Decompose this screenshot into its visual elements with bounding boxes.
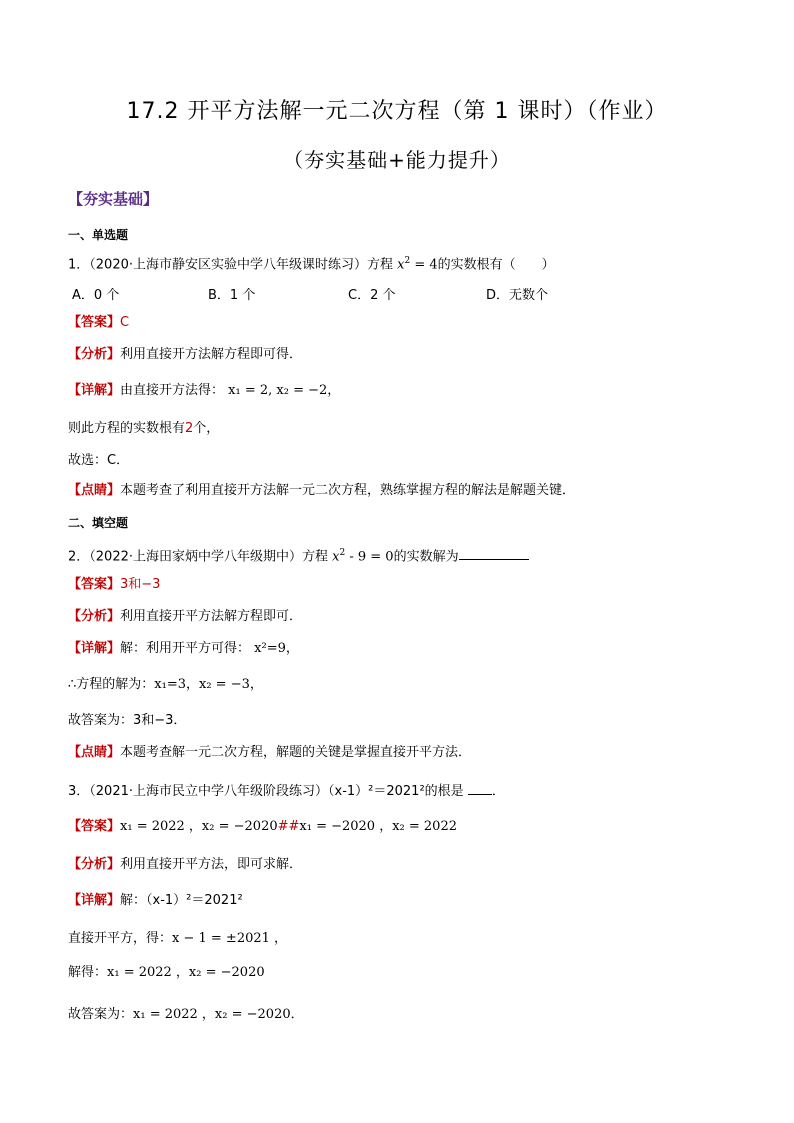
q3-number: 3． bbox=[68, 784, 90, 799]
q1-comment-tag: 【点睛】 bbox=[68, 483, 121, 498]
q2-answer-value: 3和−3 bbox=[120, 577, 161, 592]
q2-stem-text-b: 的实数解为 bbox=[393, 549, 459, 565]
q3-answer-tag: 【答案】 bbox=[68, 819, 121, 834]
q2-analysis bbox=[68, 608, 302, 626]
q2-comment bbox=[68, 744, 471, 762]
q2-line2-end: ， bbox=[249, 677, 263, 692]
q2-number: 2． bbox=[68, 549, 90, 565]
q2-detail-text: 解：利用开平方可得： bbox=[120, 641, 251, 656]
q1-stem-text-b: 的实数根有（ ） bbox=[437, 257, 555, 273]
q3-answer-a: x₁ = 2022 ，x₂ = −2020 bbox=[120, 819, 278, 834]
q3-detail bbox=[68, 892, 243, 910]
page-subtitle: （夯实基础+能力提升） bbox=[283, 148, 511, 172]
q1-detail-text: 由直接开方法得： bbox=[120, 383, 225, 398]
q3-stem-text-b: ． bbox=[491, 784, 505, 799]
q1-detail-tag: 【详解】 bbox=[68, 383, 121, 398]
q1-equation-var: x bbox=[397, 257, 405, 273]
q2-answer-tag: 【答案】 bbox=[68, 577, 121, 592]
q2-stem bbox=[68, 544, 529, 566]
page-title: 17.2 开平方法解一元二次方程（第 1 课时）（作业） bbox=[126, 99, 668, 124]
q1-line2-a: 则此方程的实数根有 bbox=[68, 421, 186, 436]
q3-analysis-tag: 【分析】 bbox=[68, 857, 121, 872]
q3-detail-text: 解：（x-1）²＝2021² bbox=[120, 893, 243, 908]
q3-answer bbox=[68, 818, 457, 836]
part2-heading: 二、填空题 bbox=[68, 516, 129, 530]
q1-analysis-tag: 【分析】 bbox=[68, 347, 121, 362]
q3-line2-a: 直接开平方，得： bbox=[68, 931, 173, 946]
q1-number: 1． bbox=[68, 257, 90, 273]
q1-option-c: C．2 个 bbox=[348, 288, 396, 303]
q3-line2-math: x − 1 = ±2021 bbox=[172, 931, 270, 946]
q1-option-b: B．1 个 bbox=[208, 288, 256, 303]
q2-detail-math: x²=9 bbox=[254, 641, 286, 656]
q1-line2-b: 个， bbox=[193, 421, 220, 436]
q3-answer-separator: ## bbox=[277, 819, 300, 834]
q2-analysis-tag: 【分析】 bbox=[68, 609, 121, 624]
q2-comment-text: 本题考查解一元二次方程，解题的关键是掌握直接开平方法． bbox=[120, 745, 472, 760]
q3-stem-text-a: （2021·上海市民立中学八年级阶段练习）（x-1）²＝2021²的根是 bbox=[89, 784, 464, 799]
q2-equation-exp: 2 bbox=[339, 548, 346, 558]
q1-detail-end: ， bbox=[327, 383, 341, 398]
q3-line4-math: x₁ = 2022 ，x₂ = −2020 bbox=[133, 1007, 291, 1022]
q2-analysis-text: 利用直接开平方法解方程即可． bbox=[120, 609, 303, 624]
q1-stem bbox=[68, 252, 555, 274]
part1-heading: 一、单选题 bbox=[68, 228, 129, 242]
q1-analysis bbox=[68, 346, 302, 364]
q2-line3: 故答案为：3和−3． bbox=[68, 713, 187, 728]
q2-line2 bbox=[68, 676, 263, 694]
q1-stem-text-a: （2020·上海市静安区实验中学八年级课时练习）方程 bbox=[89, 257, 393, 273]
q3-line2 bbox=[68, 930, 287, 948]
section-tag: 【夯实基础】 bbox=[68, 190, 159, 208]
q2-answer bbox=[68, 576, 160, 594]
q2-detail bbox=[68, 640, 299, 658]
q3-detail-tag: 【详解】 bbox=[68, 893, 121, 908]
q1-detail-math: x₁ = 2, x₂ = −2 bbox=[228, 383, 328, 398]
q2-detail-tag: 【详解】 bbox=[68, 641, 121, 656]
q1-comment-text: 本题考查了利用直接开方法解一元二次方程，熟练掌握方程的解法是解题关键． bbox=[120, 483, 576, 498]
q3-analysis bbox=[68, 856, 302, 874]
q1-answer bbox=[68, 314, 129, 332]
q3-line3 bbox=[68, 964, 265, 982]
q1-line2 bbox=[68, 420, 219, 438]
q1-answer-tag: 【答案】 bbox=[68, 315, 121, 330]
q1-detail bbox=[68, 382, 340, 400]
q3-line3-math: x₁ = 2022 ，x₂ = −2020 bbox=[107, 965, 265, 980]
q1-option-a: A．0 个 bbox=[72, 288, 120, 303]
q2-equation-var: x bbox=[332, 549, 340, 565]
q1-line3: 故选：C． bbox=[68, 453, 130, 468]
q1-equation-exp: 2 bbox=[404, 256, 411, 266]
q2-stem-text-a: （2022·上海田家炳中学八年级期中）方程 bbox=[89, 549, 328, 565]
q1-line2-num: 2 bbox=[185, 421, 194, 436]
q1-equation-rest: = 4 bbox=[410, 257, 438, 273]
q2-equation-rest: - 9 = 0 bbox=[345, 549, 394, 565]
q3-line4-a: 故答案为： bbox=[68, 1007, 134, 1022]
q1-answer-value: C bbox=[120, 315, 130, 330]
q2-detail-end: ， bbox=[285, 641, 299, 656]
q3-analysis-text: 利用直接开平方法，即可求解． bbox=[120, 857, 303, 872]
q3-stem bbox=[68, 780, 505, 801]
q1-analysis-text: 利用直接开方法解方程即可得． bbox=[120, 347, 303, 362]
q3-answer-b: x₁ = −2020 ，x₂ = 2022 bbox=[299, 819, 457, 834]
q3-line2-end: ， bbox=[269, 931, 288, 946]
q2-comment-tag: 【点睛】 bbox=[68, 745, 121, 760]
q2-answer-blank bbox=[459, 545, 529, 560]
q3-line4-end: ． bbox=[290, 1007, 304, 1022]
q2-line2-a: ∴方程的解为： bbox=[68, 677, 155, 692]
q3-answer-blank bbox=[468, 780, 492, 795]
q3-line3-a: 解得： bbox=[68, 965, 108, 980]
q1-option-d: D．无数个 bbox=[486, 288, 549, 303]
q2-line2-math: x₁=3，x₂ = −3 bbox=[154, 677, 250, 692]
q1-comment bbox=[68, 482, 575, 500]
q3-line4 bbox=[68, 1006, 304, 1024]
